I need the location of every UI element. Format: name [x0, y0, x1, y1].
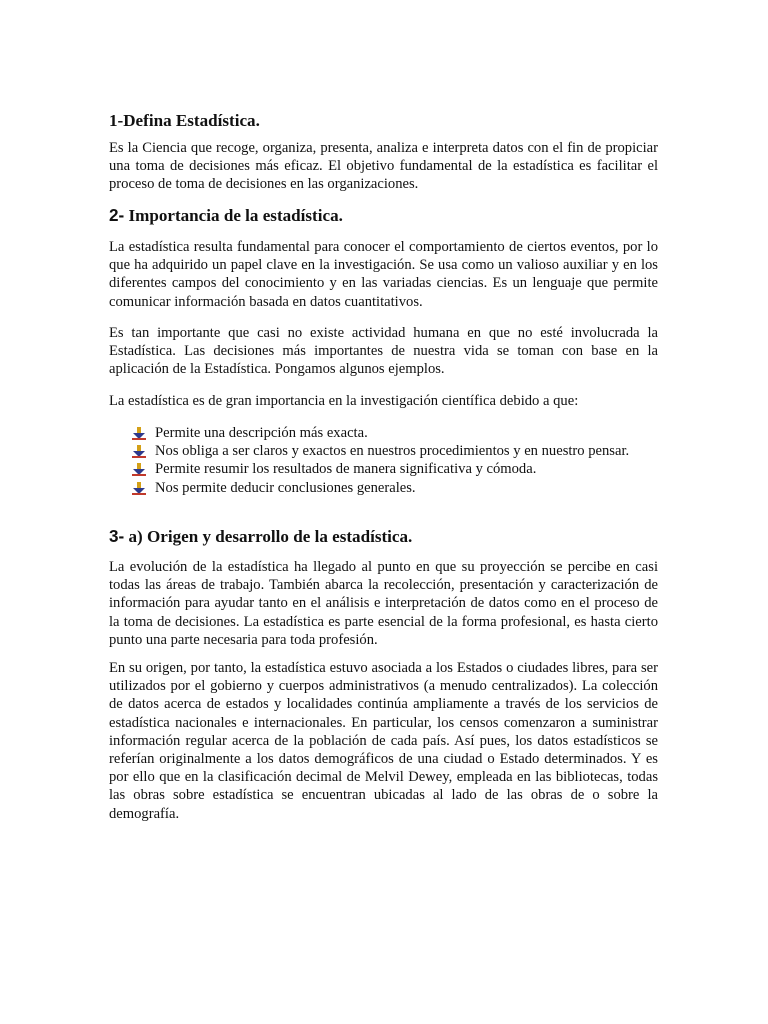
heading-3-title: a) Origen y desarrollo de la estadística.: [128, 527, 413, 546]
heading-2-number: 2-: [109, 206, 125, 225]
arrow-down-bullet-icon: [132, 445, 146, 458]
heading-1: 1-Defina Estadística.: [109, 111, 260, 130]
heading-3: [109, 528, 412, 546]
paragraph-importance: La estadística resulta fundamental para conocer el comportamiento de ciertos eventos, por lo que ha adquirido un papel clave en la investigación. Se usa como un valioso auxiliar y en los diferentes campos del conocimiento y en las variadas ciencias. Es un lenguaje que permite comunicar información basada en datos cuantitativos.: [109, 239, 658, 310]
heading-2: [109, 207, 343, 225]
paragraph-definition: Es la Ciencia que recoge, organiza, presenta, analiza e interpreta datos con el fin de propiciar una toma de decisiones más eficaz. El objetivo fundamental de la estadística es facilitar el proceso de toma de decisiones en las organizaciones.: [109, 140, 658, 193]
paragraph-origin: La evolución de la estadística ha llegado al punto en que su proyección se percibe en casi todas las áreas de trabajo. También abarca la recolección, presentación y caracterización de información para ayudar tanto en el análisis e interpretación de datos como en el proceso de la toma de decisiones. La estadística es parte esencial de la forma profesional, es hasta cierto punto una parte necesaria para toda profesión.: [109, 559, 658, 648]
importance-list: [109, 424, 658, 497]
list-item: Permite resumir los resultados de manera significativa y cómoda.: [109, 460, 658, 478]
arrow-down-bullet-icon: [132, 427, 146, 440]
arrow-down-bullet-icon: [132, 482, 146, 495]
paragraph-importance-2: Es tan importante que casi no existe actividad humana en que no esté involucrada la Estadística. Las decisiones más importantes de nuestra vida se toman con base en la aplicación de la Estadística. Pongamos algunos ejemplos.: [109, 325, 658, 378]
list-item: Permite una descripción más exacta.: [109, 424, 658, 442]
list-item: Nos permite deducir conclusiones generales.: [109, 479, 658, 497]
heading-2-title: Importancia de la estadística.: [128, 206, 343, 225]
arrow-down-bullet-icon: [132, 463, 146, 476]
heading-3-number: 3-: [109, 527, 125, 546]
list-item: Nos obliga a ser claros y exactos en nuestros procedimientos y en nuestro pensar.: [109, 442, 658, 460]
paragraph-importance-3: La estadística es de gran importancia en la investigación científica debido a que:: [109, 393, 579, 409]
paragraph-origin-2: En su origen, por tanto, la estadística estuvo asociada a los Estados o ciudades libres, para ser utilizados por el gobierno y cuerpos administrativos (a menudo centralizados). La colección de datos acerca de estados y localidades continúa ampliamente a través de los servicios de estadística nacionales e internacionales. En particular, los censos comenzaron a suministrar información regular acerca de la población de cada país. Así pues, los datos estadísticos se referían originalmente a los datos demográficos de una ciudad o Estado determinados. Y es por ello que en la clasificación decimal de Melvil Dewey, empleada en las bibliotecas, todas las obras sobre estadística se encuentran ubicadas al lado de las obras de o sobre la demografía.: [109, 660, 658, 822]
